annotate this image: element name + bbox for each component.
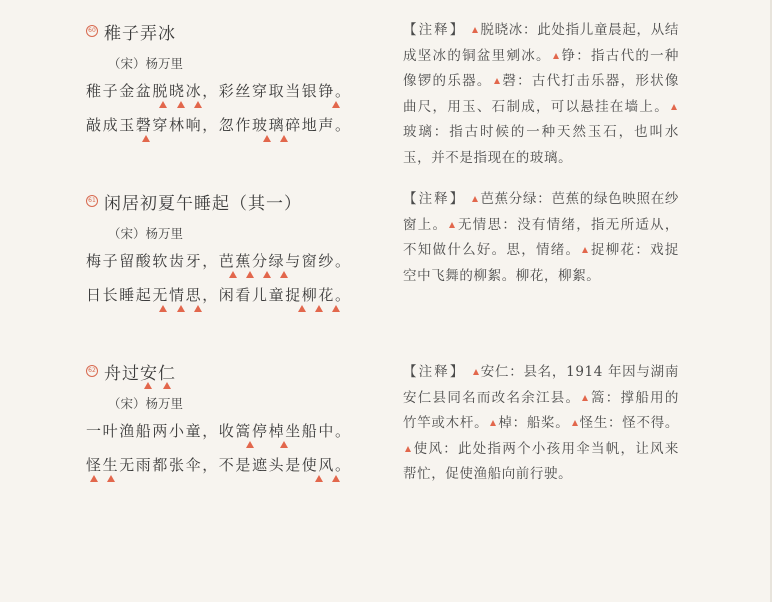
annotation-marker-icon bbox=[263, 271, 271, 278]
note-label: 【注释】 bbox=[403, 364, 466, 380]
annotation-marker-icon bbox=[144, 382, 152, 389]
poem-line-text: 稚子金盆脱晓冰，彩丝穿取当银铮。 bbox=[86, 82, 352, 100]
annotation-marker-icon bbox=[490, 420, 496, 426]
annotation-marker-icon bbox=[263, 135, 271, 142]
poem-line-text: 一叶渔船两小童，收篙停棹坐船中。 bbox=[86, 422, 352, 440]
annotation-marker-icon bbox=[553, 53, 559, 59]
poem-block-62 bbox=[86, 358, 386, 482]
poem-line bbox=[86, 414, 386, 448]
note-item: 铮：指古代的一种像锣的乐器。 bbox=[403, 47, 679, 89]
annotation-marker-icon bbox=[163, 382, 171, 389]
note-item: 玻璃：指古时候的一种天然玉石，也叫水玉，并不是指现在的玻璃。 bbox=[403, 124, 679, 166]
poem-block-61 bbox=[86, 188, 386, 312]
annotation-marker-icon bbox=[671, 104, 677, 110]
annotation-marker-icon bbox=[280, 271, 288, 278]
poem-line bbox=[86, 74, 386, 108]
annotation-marker-icon bbox=[332, 101, 340, 108]
note-label: 【注释】 bbox=[403, 191, 466, 207]
poem-author: （宋）杨万里 bbox=[108, 396, 184, 411]
poem-line-text: 敲成玉磬穿林响，忽作玻璃碎地声。 bbox=[86, 116, 352, 134]
poem-line bbox=[86, 108, 386, 142]
annotation-marker-icon bbox=[194, 101, 202, 108]
poem-line-text: 怪生无雨都张伞，不是遮头是使风。 bbox=[86, 456, 352, 474]
annotation-marker-icon bbox=[246, 271, 254, 278]
annotation-marker-icon bbox=[472, 196, 478, 202]
poem-line bbox=[86, 448, 386, 482]
annotation-marker-icon bbox=[332, 305, 340, 312]
notes-block-61 bbox=[403, 187, 679, 289]
poem-author: （宋）杨万里 bbox=[108, 226, 184, 241]
annotation-marker-icon bbox=[229, 271, 237, 278]
poem-line bbox=[86, 244, 386, 278]
note-item: 棹：船桨。 bbox=[498, 415, 570, 431]
poem-title: 舟过安仁 bbox=[104, 363, 176, 384]
annotation-marker-icon bbox=[159, 101, 167, 108]
annotation-marker-icon bbox=[582, 395, 588, 401]
annotation-marker-icon bbox=[280, 441, 288, 448]
annotation-marker-icon bbox=[246, 441, 254, 448]
note-item: 芭蕉分绿：芭蕉的绿色映照在纱窗上。 bbox=[403, 191, 679, 233]
note-item: 安仁：县名，1914 年因与湖南安仁县同名而改名余江县。 bbox=[403, 364, 679, 406]
note-item: 无情思：没有情绪，指无所适从，不知做什么好。思，情绪。 bbox=[403, 216, 679, 258]
annotation-marker-icon bbox=[298, 305, 306, 312]
annotation-marker-icon bbox=[405, 446, 411, 452]
poem-number-badge: 62 bbox=[86, 365, 98, 377]
annotation-marker-icon bbox=[449, 222, 455, 228]
annotation-marker-icon bbox=[472, 27, 478, 33]
annotation-marker-icon bbox=[107, 475, 115, 482]
annotation-marker-icon bbox=[142, 135, 150, 142]
notes-block-62 bbox=[403, 360, 679, 488]
annotation-marker-icon bbox=[90, 475, 98, 482]
annotation-marker-icon bbox=[582, 247, 588, 253]
poem-number-badge: 61 bbox=[86, 195, 98, 207]
poem-title: 稚子弄冰 bbox=[104, 23, 176, 44]
note-item: 磬：古代打击乐器，形状像曲尺，用玉、石制成，可以悬挂在墙上。 bbox=[403, 73, 679, 115]
annotation-marker-icon bbox=[177, 305, 185, 312]
annotation-marker-icon bbox=[315, 475, 323, 482]
note-item: 捉柳花：戏捉空中飞舞的柳絮。柳花，柳絮。 bbox=[403, 242, 679, 284]
annotation-marker-icon bbox=[332, 475, 340, 482]
poem-block-60 bbox=[86, 18, 386, 142]
annotation-marker-icon bbox=[159, 305, 167, 312]
note-item: 篙：撑船用的竹竿或木杆。 bbox=[403, 389, 679, 431]
poem-line-text: 日长睡起无情思，闲看儿童捉柳花。 bbox=[86, 286, 352, 304]
annotation-marker-icon bbox=[572, 420, 578, 426]
notes-block-60 bbox=[403, 18, 679, 171]
poem-number-badge: 60 bbox=[86, 25, 98, 37]
annotation-marker-icon bbox=[315, 305, 323, 312]
poem-author: （宋）杨万里 bbox=[108, 56, 184, 71]
annotation-marker-icon bbox=[494, 78, 500, 84]
note-item: 脱晓冰：此处指儿童晨起，从结成坚冰的铜盆里剜冰。 bbox=[403, 22, 679, 64]
annotation-marker-icon bbox=[194, 305, 202, 312]
note-item: 怪生：怪不得。 bbox=[579, 415, 680, 431]
poem-line bbox=[86, 278, 386, 312]
annotation-marker-icon bbox=[473, 369, 479, 375]
annotation-marker-icon bbox=[177, 101, 185, 108]
poem-title: 闲居初夏午睡起（其一） bbox=[104, 193, 302, 214]
annotation-marker-icon bbox=[280, 135, 288, 142]
poem-line-text: 梅子留酸软齿牙，芭蕉分绿与窗纱。 bbox=[86, 252, 352, 270]
note-item: 使风：此处指两个小孩用伞当帆，让风来帮忙，促使渔船向前行驶。 bbox=[403, 440, 679, 482]
note-label: 【注释】 bbox=[403, 22, 466, 38]
